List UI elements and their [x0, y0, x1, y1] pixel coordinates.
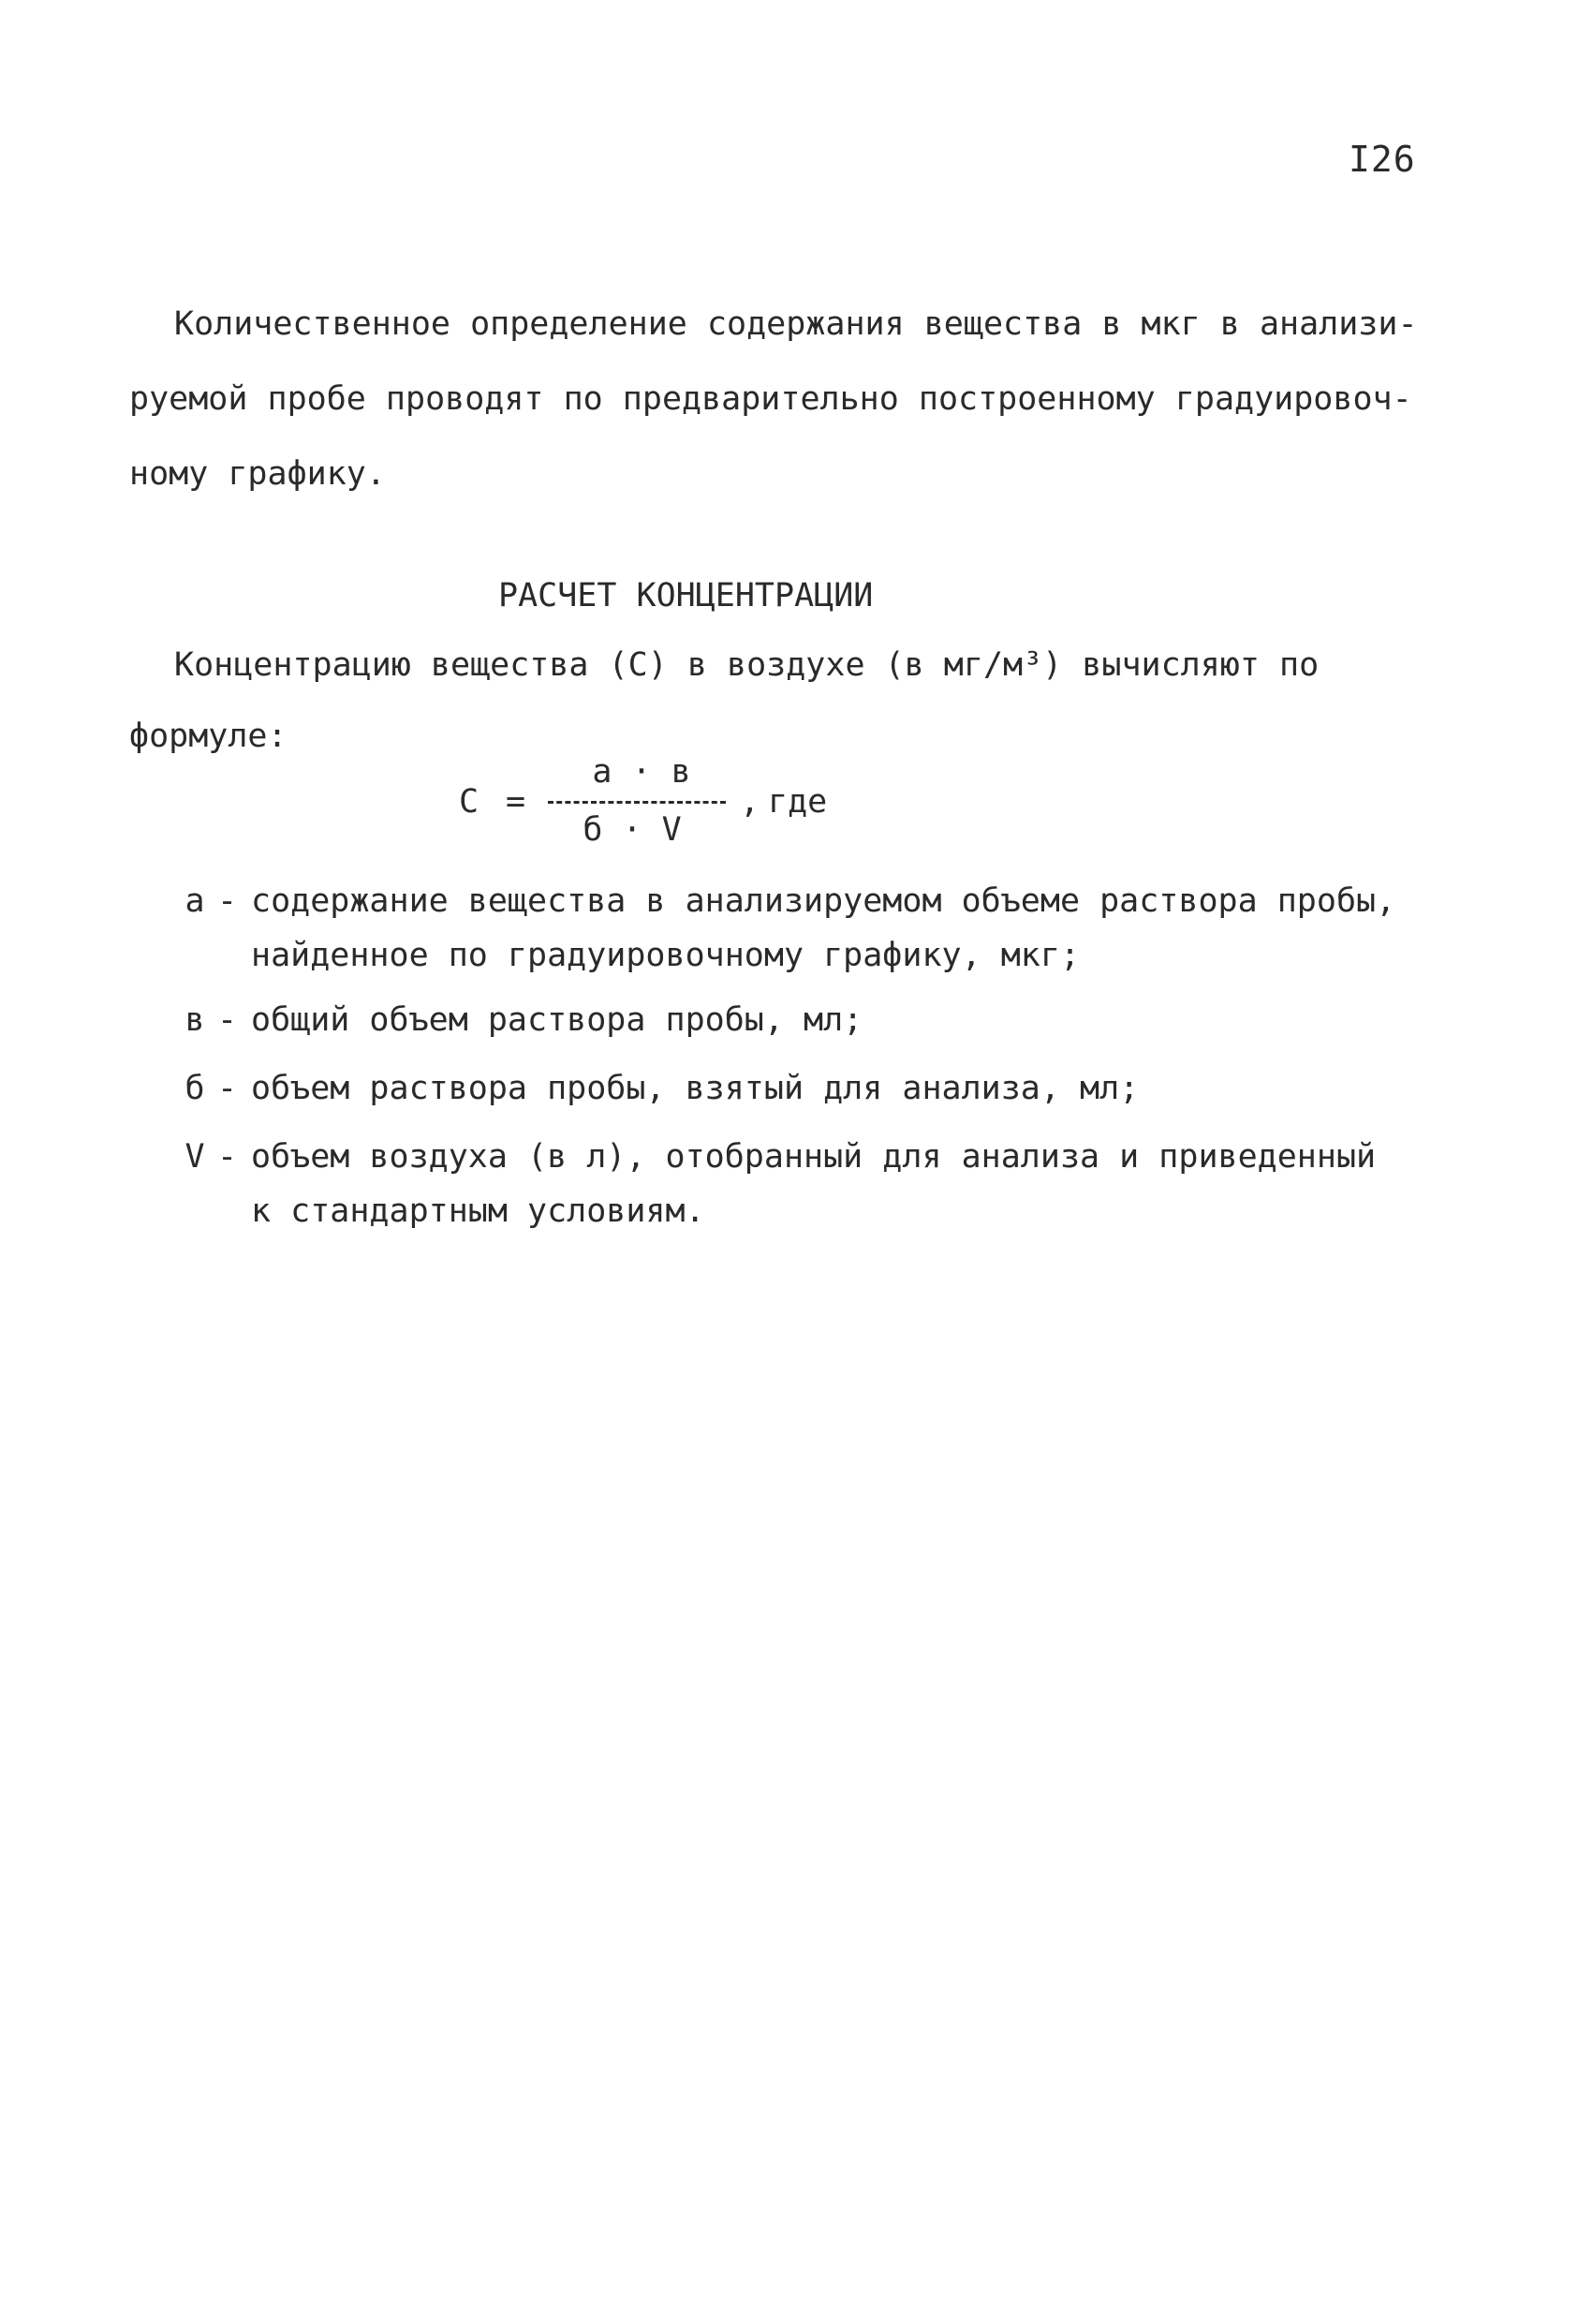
definition-text-line-1: содержание вещества в анализируемом объеме раствора пробы, — [251, 882, 1396, 920]
fraction-bar — [548, 801, 726, 804]
concentration-line-2: формуле: — [129, 718, 288, 755]
section-title: РАСЧЕТ КОНЦЕНТРАЦИИ — [498, 577, 874, 614]
page-number: I26 — [1349, 139, 1416, 180]
formula-numerator: а · в — [592, 753, 691, 791]
concentration-line-1: Концентрацию вещества (С) в воздухе (в мг/м³) вычисляют по — [174, 646, 1320, 684]
formula-lhs: С — [459, 783, 479, 821]
formula-separator: , — [740, 783, 760, 821]
definition-dash: - — [217, 1001, 238, 1039]
definition-symbol: а — [184, 882, 205, 920]
formula-equals: = — [506, 783, 526, 821]
definition-symbol: в — [184, 1001, 205, 1039]
intro-line-3: ному графику. — [129, 455, 386, 493]
concentration-formula — [459, 753, 890, 862]
definition-symbol: б — [184, 1070, 205, 1107]
definition-text-line-2: найденное по градуировочному графику, мкг; — [251, 937, 1081, 974]
definition-text-line-1: общий объем раствора пробы, мл; — [251, 1001, 863, 1039]
definition-symbol: V — [184, 1138, 205, 1176]
definition-dash: - — [217, 1138, 238, 1176]
definition-text-line-2: к стандартным условиям. — [251, 1192, 705, 1230]
definition-text-line-1: объем раствора пробы, взятый для анализа, мл; — [251, 1070, 1140, 1107]
formula-where: где — [768, 783, 828, 821]
definition-dash: - — [217, 1070, 238, 1107]
intro-line-2: руемой пробе проводят по предварительно построенному градуировоч- — [129, 380, 1412, 418]
definition-dash: - — [217, 882, 238, 920]
definition-text-line-1: объем воздуха (в л), отобранный для анализа и приведенный — [251, 1138, 1377, 1176]
intro-line-1: Количественное определение содержания вещества в мкг в анализи- — [174, 305, 1418, 343]
formula-denominator: б · V — [583, 811, 682, 849]
